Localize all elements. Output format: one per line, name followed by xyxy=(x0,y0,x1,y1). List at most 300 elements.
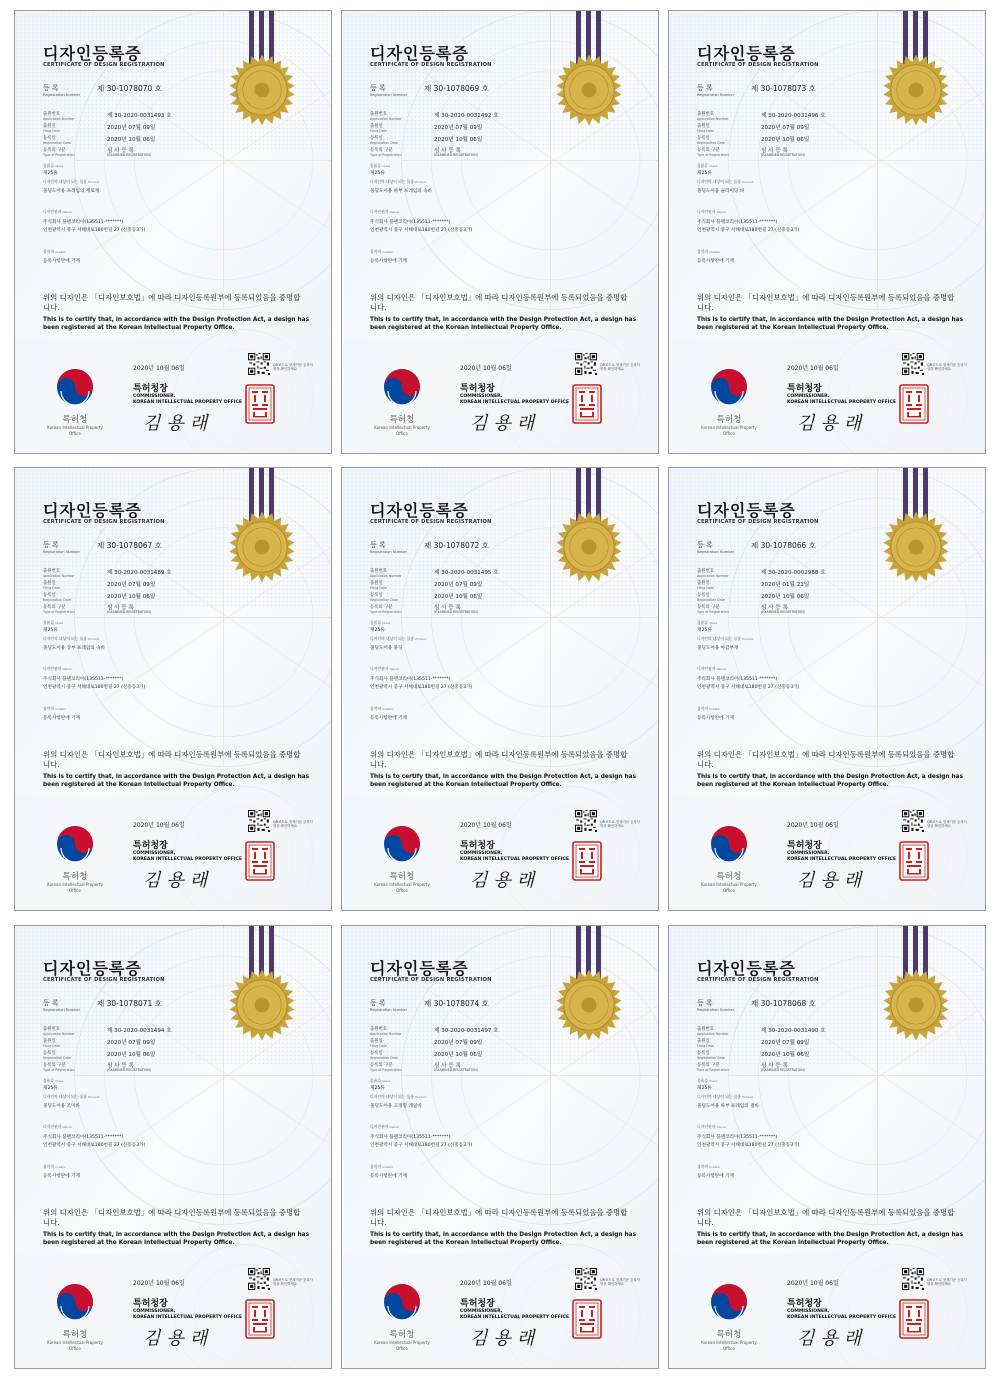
registration-date-label: 등록일 xyxy=(697,593,710,598)
filing-label: 출원일 xyxy=(697,124,710,129)
official-stamp-icon xyxy=(899,841,929,881)
registration-label: 등 록 xyxy=(43,541,59,549)
registration-number: 제 30-1078071 호 xyxy=(97,999,162,1008)
certificate-subtitle: CERTIFICATE OF DESIGN REGISTRATION xyxy=(43,62,165,68)
owner-name: 주식회사 플랜코리아(135511-*******) xyxy=(697,1135,778,1140)
class-value: 제25류 xyxy=(370,171,385,176)
filing-date: 2020년 07월 09일 xyxy=(107,582,156,588)
registration-date-label: 등록일 xyxy=(697,1051,710,1056)
kipo-emblem-icon xyxy=(55,367,95,407)
qr-note: QR코드로 현재기준 등록사항을 확인하세요 xyxy=(600,1278,640,1287)
office-name-english: Korean Intellectual Property Office xyxy=(47,1340,103,1351)
official-stamp-icon xyxy=(245,384,275,424)
registration-label: 등 록 xyxy=(370,84,386,92)
issue-date: 2020년 10월 06일 xyxy=(133,365,185,372)
filing-label-en: Filing Date xyxy=(43,586,60,590)
creator-value: 등록사항란에 기재 xyxy=(370,1174,407,1179)
office-name-english: Korean Intellectual Property Office xyxy=(701,425,757,436)
office-name-korean: 특허청 xyxy=(62,1330,88,1340)
filing-label: 출원일 xyxy=(370,581,383,586)
class-value: 제25류 xyxy=(370,1086,385,1091)
gold-seal-icon xyxy=(552,510,626,584)
qr-code-icon xyxy=(575,1268,597,1290)
registration-date-label: 등록일 xyxy=(697,136,710,141)
official-stamp-icon xyxy=(572,384,602,424)
registration-label-en: Registration Number xyxy=(43,93,81,97)
qr-note: QR코드로 현재기준 등록사항을 확인하세요 xyxy=(273,363,313,372)
certificate-title: 디자인등록증 xyxy=(43,44,142,63)
owner-label: 디자인권자 Owner xyxy=(697,666,727,671)
statement-korean: 위의 디자인은 「디자인보호법」에 따라 디자인등록원부에 등록되었음을 증명합니다. xyxy=(43,293,301,312)
type-label-en: Type of Registration xyxy=(43,610,75,614)
owner-name: 주식회사 플랜코리아(135511-*******) xyxy=(43,677,124,682)
application-label-en: Application Number xyxy=(370,117,402,121)
creator-value: 등록사항란에 기재 xyxy=(43,716,80,721)
application-label-en: Application Number xyxy=(43,117,75,121)
certificate xyxy=(668,467,986,911)
application-number: 제 30-2020-0031490 호 xyxy=(761,1028,826,1034)
application-label: 출원번호 xyxy=(370,112,387,117)
qr-code-icon xyxy=(902,1268,924,1290)
statement-korean: 위의 디자인은 「디자인보호법」에 따라 디자인등록원부에 등록되었음을 증명합니다. xyxy=(43,750,301,769)
qr-code-icon xyxy=(575,353,597,375)
statement-english: This is to certify that, in accordance with the Design Protection Act, a design has been registered at the Korean Intellectual Property Office. xyxy=(43,1232,310,1246)
registration-type-en: (EXAMINED REGISTRATION) xyxy=(107,1068,151,1072)
registration-label-en: Registration Number xyxy=(697,93,735,97)
application-label: 출원번호 xyxy=(370,569,387,574)
commissioner-signature: 김용래 xyxy=(143,1328,214,1349)
certificate xyxy=(14,467,332,911)
filing-label-en: Filing Date xyxy=(370,129,387,133)
qr-note: QR코드로 현재기준 등록사항을 확인하세요 xyxy=(927,820,967,829)
registration-type-en: (EXAMINED REGISTRATION) xyxy=(434,153,478,157)
registration-type: 심 사 등 록 xyxy=(761,148,788,154)
statement-korean: 위의 디자인은 「디자인보호법」에 따라 디자인등록원부에 등록되었음을 증명합니다. xyxy=(370,1208,628,1227)
application-label-en: Application Number xyxy=(370,1032,402,1036)
filing-label-en: Filing Date xyxy=(697,586,714,590)
owner-label: 디자인권자 Owner xyxy=(370,1124,400,1129)
filing-label-en: Filing Date xyxy=(370,1044,387,1048)
product-name: 몰딩도어용 조이바 xyxy=(43,1104,80,1109)
commissioner-signature: 김용래 xyxy=(797,413,868,434)
class-label: 물품류 Class xyxy=(370,620,391,625)
product-label: 디자인의 대상이 되는 물품 Product xyxy=(370,636,427,641)
kipo-emblem-icon xyxy=(709,824,749,864)
kipo-emblem-icon xyxy=(55,1282,95,1322)
application-label-en: Application Number xyxy=(697,1032,729,1036)
registration-type-en: (EXAMINED REGISTRATION) xyxy=(434,1068,478,1072)
creator-value: 등록사항란에 기재 xyxy=(697,716,734,721)
filing-label: 출원일 xyxy=(697,1039,710,1044)
certificate-subtitle: CERTIFICATE OF DESIGN REGISTRATION xyxy=(370,977,492,983)
registration-label: 등 록 xyxy=(370,541,386,549)
gold-seal-icon xyxy=(225,968,299,1042)
owner-label: 디자인권자 Owner xyxy=(43,666,73,671)
registration-number: 제 30-1078067 호 xyxy=(97,541,162,550)
class-value: 제25류 xyxy=(43,628,58,633)
kipo-emblem-icon xyxy=(382,1282,422,1322)
office-name-english: Korean Intellectual Property Office xyxy=(47,425,103,436)
registration-date-label-en: Registration Date xyxy=(370,598,398,602)
statement-english: This is to certify that, in accordance with the Design Protection Act, a design has been registered at the Korean Intellectual Property Office. xyxy=(697,317,964,331)
certificate-subtitle: CERTIFICATE OF DESIGN REGISTRATION xyxy=(370,62,492,68)
registration-date-label-en: Registration Date xyxy=(370,1056,398,1060)
owner-name: 주식회사 플랜코리아(135511-*******) xyxy=(370,1135,451,1140)
filing-date: 2020년 07월 09일 xyxy=(761,125,810,131)
registration-date-label-en: Registration Date xyxy=(697,1056,725,1060)
registration-label-en: Registration Number xyxy=(697,1008,735,1012)
filing-label-en: Filing Date xyxy=(43,1044,60,1048)
commissioner-title-korean: 특허청장 xyxy=(460,841,495,851)
type-label-en: Type of Registration xyxy=(370,1068,402,1072)
owner-name: 주식회사 플랜코리아(135511-*******) xyxy=(370,677,451,682)
statement-korean: 위의 디자인은 「디자인보호법」에 따라 디자인등록원부에 등록되었음을 증명합니다. xyxy=(43,1208,301,1227)
application-label-en: Application Number xyxy=(43,1032,75,1036)
office-name-english: Korean Intellectual Property Office xyxy=(47,882,103,893)
product-name: 몰딩도어용 고정형 레일바 xyxy=(370,1104,422,1109)
official-stamp-icon xyxy=(899,1299,929,1339)
registration-label-en: Registration Number xyxy=(370,93,408,97)
statement-english: This is to certify that, in accordance with the Design Protection Act, a design has been registered at the Korean Intellectual Property Office. xyxy=(43,774,310,788)
commissioner-title-english: COMMISSIONER, KOREAN INTELLECTUAL PROPERTY OFFICE xyxy=(460,851,570,862)
class-value: 제25류 xyxy=(697,628,712,633)
registration-date: 2020년 10월 06일 xyxy=(434,1052,483,1058)
class-value: 제25류 xyxy=(43,171,58,176)
owner-address: 인천광역시 중구 서해대로180번길 27 (신흥동3가) xyxy=(43,685,146,690)
commissioner-title-korean: 특허청장 xyxy=(133,384,168,394)
filing-date: 2020년 07월 09일 xyxy=(107,1040,156,1046)
registration-date-label-en: Registration Date xyxy=(697,141,725,145)
commissioner-title-english: COMMISSIONER, KOREAN INTELLECTUAL PROPERTY OFFICE xyxy=(460,1309,570,1320)
owner-name: 주식회사 플랜코리아(135511-*******) xyxy=(697,677,778,682)
registration-date: 2020년 10월 06일 xyxy=(761,1052,810,1058)
registration-number: 제 30-1078068 호 xyxy=(751,999,816,1008)
class-label: 물품류 Class xyxy=(43,163,64,168)
registration-number: 제 30-1078073 호 xyxy=(751,84,816,93)
registration-type: 심 사 등 록 xyxy=(107,1063,134,1069)
statement-english: This is to certify that, in accordance with the Design Protection Act, a design has been registered at the Korean Intellectual Property Office. xyxy=(370,774,637,788)
registration-label-en: Registration Number xyxy=(370,550,408,554)
filing-label-en: Filing Date xyxy=(370,586,387,590)
gold-seal-icon xyxy=(225,53,299,127)
gold-seal-icon xyxy=(879,53,953,127)
application-number: 제 30-2020-0031492 호 xyxy=(434,113,499,119)
certificate xyxy=(341,925,659,1369)
registration-type-en: (EXAMINED REGISTRATION) xyxy=(761,153,805,157)
owner-address: 인천광역시 중구 서해대로180번길 27 (신흥동3가) xyxy=(43,1143,146,1148)
statement-korean: 위의 디자인은 「디자인보호법」에 따라 디자인등록원부에 등록되었음을 증명합니다. xyxy=(697,1208,955,1227)
commissioner-title-korean: 특허청장 xyxy=(460,384,495,394)
issue-date: 2020년 10월 06일 xyxy=(787,822,839,829)
type-label-en: Type of Registration xyxy=(697,153,729,157)
certificate-subtitle: CERTIFICATE OF DESIGN REGISTRATION xyxy=(697,519,819,525)
application-label: 출원번호 xyxy=(43,112,60,117)
product-label: 디자인의 대상이 되는 물품 Product xyxy=(370,179,427,184)
product-name: 몰딩도어용 프레임의 세로재 xyxy=(43,189,100,194)
gold-seal-icon xyxy=(879,968,953,1042)
owner-address: 인천광역시 중구 서해대로180번길 27 (신흥동3가) xyxy=(370,685,473,690)
type-label: 등록의 구분 xyxy=(370,605,393,610)
owner-label: 디자인권자 Owner xyxy=(43,209,73,214)
product-label: 디자인의 대상이 되는 물품 Product xyxy=(43,1094,100,1099)
creator-label: 창작자 Creator xyxy=(370,1164,394,1169)
creator-value: 등록사항란에 기재 xyxy=(697,259,734,264)
registration-label: 등 록 xyxy=(697,84,713,92)
registration-date: 2020년 10월 06일 xyxy=(107,137,156,143)
class-label: 물품류 Class xyxy=(370,163,391,168)
product-name: 몰딩도어용 상부 프레임의 속바 xyxy=(43,646,106,651)
commissioner-title-english: COMMISSIONER, KOREAN INTELLECTUAL PROPERTY OFFICE xyxy=(787,1309,897,1320)
registration-number: 제 30-1078066 호 xyxy=(751,541,816,550)
registration-date-label: 등록일 xyxy=(43,1051,56,1056)
creator-value: 등록사항란에 기재 xyxy=(370,259,407,264)
product-name: 몰딩도어용 몰딩 xyxy=(370,646,403,651)
certificate xyxy=(14,925,332,1369)
commissioner-title-english: COMMISSIONER, KOREAN INTELLECTUAL PROPERTY OFFICE xyxy=(133,394,243,405)
product-label: 디자인의 대상이 되는 물품 Product xyxy=(43,179,100,184)
application-number: 제 30-2020-0031496 호 xyxy=(761,113,826,119)
creator-label: 창작자 Creator xyxy=(370,249,394,254)
office-name-korean: 특허청 xyxy=(62,415,88,425)
owner-address: 인천광역시 중구 서해대로180번길 27 (신흥동3가) xyxy=(43,228,146,233)
class-value: 제25류 xyxy=(43,1086,58,1091)
official-stamp-icon xyxy=(245,1299,275,1339)
kipo-emblem-icon xyxy=(382,824,422,864)
application-number: 제 30-2020-0031494 호 xyxy=(107,1028,172,1034)
qr-note: QR코드로 현재기준 등록사항을 확인하세요 xyxy=(273,820,313,829)
certificate xyxy=(341,467,659,911)
type-label: 등록의 구분 xyxy=(697,148,720,153)
kipo-emblem-icon xyxy=(55,824,95,864)
type-label-en: Type of Registration xyxy=(43,153,75,157)
registration-type-en: (EXAMINED REGISTRATION) xyxy=(761,1068,805,1072)
kipo-emblem-icon xyxy=(382,367,422,407)
gold-seal-icon xyxy=(552,968,626,1042)
owner-name: 주식회사 플랜코리아(135511-*******) xyxy=(43,220,124,225)
owner-label: 디자인권자 Owner xyxy=(697,1124,727,1129)
owner-address: 인천광역시 중구 서해대로180번길 27 (신흥동3가) xyxy=(370,1143,473,1148)
registration-date: 2020년 10월 06일 xyxy=(107,1052,156,1058)
product-name: 몰딩도어용 하부 프레임의 속바 xyxy=(370,189,433,194)
product-name: 몰딩도어용 마감부재 xyxy=(697,646,739,651)
creator-label: 창작자 Creator xyxy=(697,706,721,711)
type-label: 등록의 구분 xyxy=(43,1063,66,1068)
commissioner-title-korean: 특허청장 xyxy=(787,384,822,394)
certificate-title: 디자인등록증 xyxy=(697,501,796,520)
gold-seal-icon xyxy=(552,53,626,127)
issue-date: 2020년 10월 06일 xyxy=(787,1280,839,1287)
commissioner-title-english: COMMISSIONER, KOREAN INTELLECTUAL PROPERTY OFFICE xyxy=(787,851,897,862)
registration-type: 심 사 등 록 xyxy=(107,605,134,611)
owner-name: 주식회사 플랜코리아(135511-*******) xyxy=(370,220,451,225)
office-name-korean: 특허청 xyxy=(716,872,742,882)
gold-seal-icon xyxy=(225,510,299,584)
product-label: 디자인의 대상이 되는 물품 Product xyxy=(697,179,754,184)
application-number: 제 30-2020-0031489 호 xyxy=(107,570,172,576)
qr-note: QR코드로 현재기준 등록사항을 확인하세요 xyxy=(600,363,640,372)
type-label-en: Type of Registration xyxy=(370,610,402,614)
commissioner-signature: 김용래 xyxy=(143,413,214,434)
registration-type-en: (EXAMINED REGISTRATION) xyxy=(107,610,151,614)
registration-date: 2020년 10월 06일 xyxy=(107,594,156,600)
official-stamp-icon xyxy=(245,841,275,881)
certificate-title: 디자인등록증 xyxy=(697,959,796,978)
filing-date: 2020년 01월 21일 xyxy=(761,582,810,588)
issue-date: 2020년 10월 06일 xyxy=(133,1280,185,1287)
class-value: 제25류 xyxy=(697,171,712,176)
type-label: 등록의 구분 xyxy=(697,1063,720,1068)
registration-label: 등 록 xyxy=(43,999,59,1007)
registration-type: 심 사 등 록 xyxy=(107,148,134,154)
commissioner-title-korean: 특허청장 xyxy=(133,841,168,851)
statement-english: This is to certify that, in accordance with the Design Protection Act, a design has been registered at the Korean Intellectual Property Office. xyxy=(697,774,964,788)
registration-date: 2020년 10월 06일 xyxy=(761,594,810,600)
certificate-subtitle: CERTIFICATE OF DESIGN REGISTRATION xyxy=(43,977,165,983)
kipo-emblem-icon xyxy=(709,1282,749,1322)
statement-korean: 위의 디자인은 「디자인보호법」에 따라 디자인등록원부에 등록되었음을 증명합니다. xyxy=(697,293,955,312)
type-label: 등록의 구분 xyxy=(43,605,66,610)
registration-date-label: 등록일 xyxy=(43,136,56,141)
qr-code-icon xyxy=(248,1268,270,1290)
filing-label: 출원일 xyxy=(43,581,56,586)
class-label: 물품류 Class xyxy=(43,1078,64,1083)
certificate-title: 디자인등록증 xyxy=(697,44,796,63)
class-label: 물품류 Class xyxy=(697,620,718,625)
commissioner-title-english: COMMISSIONER, KOREAN INTELLECTUAL PROPERTY OFFICE xyxy=(133,1309,243,1320)
statement-english: This is to certify that, in accordance with the Design Protection Act, a design has been registered at the Korean Intellectual Property Office. xyxy=(43,317,310,331)
type-label-en: Type of Registration xyxy=(370,153,402,157)
commissioner-title-english: COMMISSIONER, KOREAN INTELLECTUAL PROPERTY OFFICE xyxy=(787,394,897,405)
application-label: 출원번호 xyxy=(697,569,714,574)
registration-label-en: Registration Number xyxy=(43,1008,81,1012)
registration-date-label: 등록일 xyxy=(370,593,383,598)
creator-label: 창작자 Creator xyxy=(43,249,67,254)
filing-label-en: Filing Date xyxy=(697,1044,714,1048)
filing-label: 출원일 xyxy=(370,124,383,129)
owner-address: 인천광역시 중구 서해대로180번길 27 (신흥동3가) xyxy=(697,685,800,690)
certificate xyxy=(668,925,986,1369)
application-label-en: Application Number xyxy=(697,574,729,578)
application-label-en: Application Number xyxy=(370,574,402,578)
creator-value: 등록사항란에 기재 xyxy=(43,1174,80,1179)
registration-label: 등 록 xyxy=(370,999,386,1007)
registration-date-label-en: Registration Date xyxy=(370,141,398,145)
office-name-english: Korean Intellectual Property Office xyxy=(374,425,430,436)
qr-code-icon xyxy=(248,810,270,832)
creator-label: 창작자 Creator xyxy=(370,706,394,711)
application-label-en: Application Number xyxy=(43,574,75,578)
certificate-subtitle: CERTIFICATE OF DESIGN REGISTRATION xyxy=(697,977,819,983)
commissioner-signature: 김용래 xyxy=(470,413,541,434)
registration-label: 등 록 xyxy=(43,84,59,92)
gold-seal-icon xyxy=(879,510,953,584)
registration-date: 2020년 10월 06일 xyxy=(434,594,483,600)
kipo-emblem-icon xyxy=(709,367,749,407)
issue-date: 2020년 10월 06일 xyxy=(133,822,185,829)
office-name-english: Korean Intellectual Property Office xyxy=(374,1340,430,1351)
commissioner-signature: 김용래 xyxy=(470,1328,541,1349)
product-label: 디자인의 대상이 되는 물품 Product xyxy=(43,636,100,641)
owner-label: 디자인권자 Owner xyxy=(370,209,400,214)
qr-code-icon xyxy=(575,810,597,832)
certificate xyxy=(341,10,659,454)
application-number: 제 30-2020-0002988 호 xyxy=(761,570,826,576)
certificate-title: 디자인등록증 xyxy=(43,501,142,520)
registration-date-label-en: Registration Date xyxy=(43,598,71,602)
owner-name: 주식회사 플랜코리아(135511-*******) xyxy=(43,1135,124,1140)
statement-english: This is to certify that, in accordance with the Design Protection Act, a design has been registered at the Korean Intellectual Property Office. xyxy=(697,1232,964,1246)
application-label: 출원번호 xyxy=(697,112,714,117)
office-name-korean: 특허청 xyxy=(716,1330,742,1340)
commissioner-title-english: COMMISSIONER, KOREAN INTELLECTUAL PROPERTY OFFICE xyxy=(133,851,243,862)
class-value: 제25류 xyxy=(697,1086,712,1091)
certificate-title: 디자인등록증 xyxy=(370,501,469,520)
registration-number: 제 30-1078070 호 xyxy=(97,84,162,93)
issue-date: 2020년 10월 06일 xyxy=(787,365,839,372)
commissioner-title-korean: 특허청장 xyxy=(460,1299,495,1309)
qr-code-icon xyxy=(248,353,270,375)
certificate-subtitle: CERTIFICATE OF DESIGN REGISTRATION xyxy=(43,519,165,525)
filing-date: 2020년 07월 09일 xyxy=(434,1040,483,1046)
commissioner-title-korean: 특허청장 xyxy=(787,1299,822,1309)
type-label: 등록의 구분 xyxy=(370,148,393,153)
registration-date: 2020년 10월 06일 xyxy=(434,137,483,143)
registration-label-en: Registration Number xyxy=(697,550,735,554)
filing-label: 출원일 xyxy=(370,1039,383,1044)
commissioner-signature: 김용래 xyxy=(797,870,868,891)
commissioner-signature: 김용래 xyxy=(143,870,214,891)
registration-number: 제 30-1078074 호 xyxy=(424,999,489,1008)
registration-date: 2020년 10월 06일 xyxy=(761,137,810,143)
class-label: 물품류 Class xyxy=(697,163,718,168)
type-label-en: Type of Registration xyxy=(697,1068,729,1072)
creator-value: 등록사항란에 기재 xyxy=(697,1174,734,1179)
application-label: 출원번호 xyxy=(370,1027,387,1032)
certificate xyxy=(668,10,986,454)
filing-label: 출원일 xyxy=(43,124,56,129)
qr-code-icon xyxy=(902,810,924,832)
commissioner-title-korean: 특허청장 xyxy=(133,1299,168,1309)
application-number: 제 30-2020-0031495 호 xyxy=(434,570,499,576)
owner-label: 디자인권자 Owner xyxy=(697,209,727,214)
creator-label: 창작자 Creator xyxy=(697,1164,721,1169)
filing-date: 2020년 07월 09일 xyxy=(761,1040,810,1046)
application-number: 제 30-2020-0031497 호 xyxy=(434,1028,499,1034)
office-name-korean: 특허청 xyxy=(716,415,742,425)
registration-type: 심 사 등 록 xyxy=(434,605,461,611)
certificate-title: 디자인등록증 xyxy=(370,959,469,978)
commissioner-signature: 김용래 xyxy=(797,1328,868,1349)
registration-type: 심 사 등 록 xyxy=(761,1063,788,1069)
registration-label-en: Registration Number xyxy=(43,550,81,554)
filing-date: 2020년 07월 09일 xyxy=(434,125,483,131)
registration-type-en: (EXAMINED REGISTRATION) xyxy=(434,610,478,614)
application-label: 출원번호 xyxy=(697,1027,714,1032)
product-name: 몰딩도어용 하부 프레임의 걸바 xyxy=(697,1104,760,1109)
certificate-title: 디자인등록증 xyxy=(370,44,469,63)
type-label: 등록의 구분 xyxy=(697,605,720,610)
filing-label-en: Filing Date xyxy=(697,129,714,133)
certificate xyxy=(14,10,332,454)
class-label: 물품류 Class xyxy=(43,620,64,625)
registration-type: 심 사 등 록 xyxy=(434,148,461,154)
type-label: 등록의 구분 xyxy=(370,1063,393,1068)
type-label-en: Type of Registration xyxy=(697,610,729,614)
class-value: 제25류 xyxy=(370,628,385,633)
qr-code-icon xyxy=(902,353,924,375)
creator-value: 등록사항란에 기재 xyxy=(43,259,80,264)
product-label: 디자인의 대상이 되는 물품 Product xyxy=(370,1094,427,1099)
